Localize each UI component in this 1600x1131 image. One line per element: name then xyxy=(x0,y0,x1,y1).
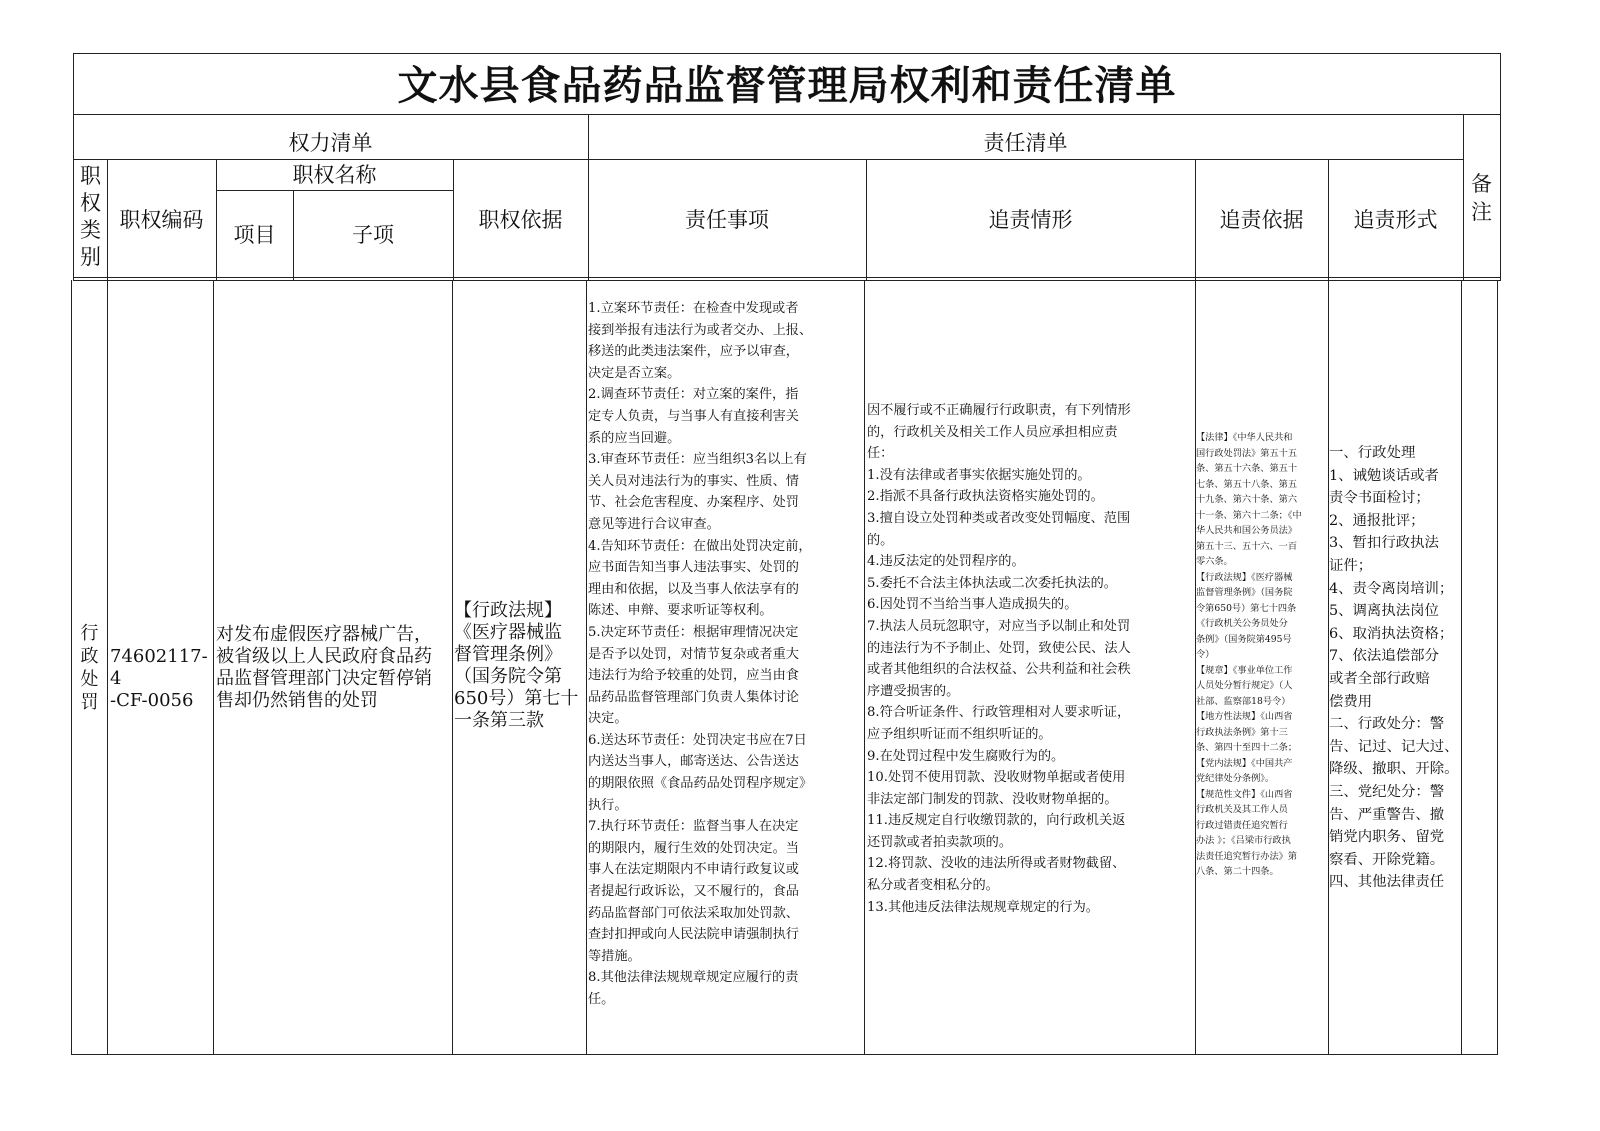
row-accountability-cases: 因不履行或不正确履行行政职责，有下列情形 的，行政机关及相关工作人员应承担相应责 任： 1.没有法律或者事实依据实施处罚的。 2.指派不具备行政执法资格实施处罚的。 3.擅自设立处罚种类或者改变处罚幅度、范围 的。 4.违反法定的处罚程序的。 5.委托不合法主体执法或二次委托执法的。 6.因处罚不当给当事人造成损失的。 7.执法人员玩忽职守，对应当予以制止和处罚 的违法行为不予制止、处罚，致使公民、法人 或者其他组织的合法权益、公共利益和社会秩 序遭受损害的。 8.符合听证条件、行政管理相对人要求听证， 应予组织听证而不组织听证的。 9.在处罚过程中发生腐败行为的。 10.处罚不使用罚款、没收财物单据或者使用 非法定部门制发的罚款、没收财物单据的。 11.违反规定自行收缴罚款的，向行政机关返 还罚款或者拍卖款项的。 12.将罚款、没收的违法所得或者财物截留、 私分或者变相私分的。 13.其他违反法律法规规章规定的行为。 xyxy=(867,403,1131,915)
border-bottom xyxy=(71,1054,1498,1055)
col-line-4b xyxy=(452,280,453,1055)
border-right-body xyxy=(1497,280,1498,1055)
header-bottom-line-b xyxy=(73,280,1501,281)
header-subitem: 子项 xyxy=(352,223,394,247)
row-accountability-basis: 【法律】《中华人民共和 国行政处罚法》第五十五 条、第五十六条、第五十 七条、第五十八条、第五 十九条、第六十条、第六 十一条、第六十二条；《中 华人民共和国公务员法》 第五十三、五十六、一百 零六条。 【行政法规】《医疗器械 监督管理条例》（国务院 令第650号）第七十四条 《行政机关公务员处分 条例》（国务院第495号 令） 【规章】《事业单位工作 人员处分暂行规定》（人 社部、监察部18号令） 【地方性法规】《山西省 行政执法条例》第十三 条、第四十至四十二条； 【党内法规】《中国共产 党纪律处分条例》。 【规范性文件】《山西省 行政机关及其工作人员 行政过错责任追究暂行 办法 》；《吕梁市行政执 法责任追究暂行办法》第 八条、第二十四条。 xyxy=(1196,432,1302,877)
header-basis: 职权依据 xyxy=(478,208,563,232)
header-accountability-basis: 追责依据 xyxy=(1219,208,1304,232)
header-category: 职 权 类 别 xyxy=(80,164,101,269)
page-title: 文水县食品药品监督管理局权利和责任清单 xyxy=(397,62,1177,109)
row-duties: 1.立案环节责任：在检查中发现或者 接到举报有违法行为或者交办、上报、 移送的此类违法案件，应予以审查， 决定是否立案。 2.调查环节责任：对立案的案件，指 定专人负责，与当事人有直接利害关 系的应当回避。 3.审查环节责任：应当组织3名以上有 关人员对违法行为的事实、性质、情 节、社会危害程度、办案程序、处罚 意见等进行合议审查。 4.告知环节责任：在做出处罚决定前， 应书面告知当事人违法事实、处罚的 理由和依据，以及当事人依法享有的 陈述、申辩、要求听证等权利。 5.决定环节责任：根据审理情况决定 是否予以处罚，对情节复杂或者重大 违法行为给予较重的处罚，应当由食 品药品监督管理部门负责人集体讨论 决定。 6.送达环节责任：处罚决定书应在7日 内送达当事人，邮寄送达、公告送达 的期限依照《食品药品处罚程序规定》 执行。 7.执行环节责任：监督当事人在决定 的期限内，履行生效的处罚决定。当 事人在法定期限内不申请行政复议或 者提起行政诉讼，又不履行的，食品 药品监督部门可依法采取加处罚款、 查封扣押或向人民法院申请强制执行 等措施。 8.其他法律法规规章规定应履行的责 任。 xyxy=(588,301,813,1007)
header-accountability-form: 追责形式 xyxy=(1353,208,1438,232)
col-line-1b xyxy=(107,280,108,1055)
row-accountability-form: 一、行政处理 1、诫勉谈话或者 责令书面检讨； 2、通报批评； 3、暂扣行政执法 证件； 4、责令离岗培训； 5、调离执法岗位 6、取消执法资格； 7、依法追偿部分 或者全部行政赔 偿费用 二、行政处分：警 告、记过、记大过、 降级、撤职、开除。 三、党纪处分：警 告、严重警告、撤 销党内职务、留党 察看、开除党籍。 四、其他法律责任 xyxy=(1329,445,1459,891)
header-accountability-cases: 追责情形 xyxy=(988,208,1073,232)
row-subitem: 对发布虚假医疗器械广告， 被省级以上人民政府食品药 品监督管理部门决定暂停销 售却仍然销售的处罚 xyxy=(216,624,432,711)
border-top xyxy=(73,53,1501,54)
title-bottom-line xyxy=(73,114,1501,115)
col-line-5b xyxy=(586,280,587,1055)
header-name: 职权名称 xyxy=(292,163,377,187)
header-item: 项目 xyxy=(233,223,276,247)
row-code: 74602117-4 -CF-0056 xyxy=(110,646,208,711)
row-category: 行 政 处 罚 xyxy=(80,623,99,713)
header-remarks: 备 注 xyxy=(1471,172,1492,224)
header-bottom-line-a xyxy=(73,277,1501,278)
header-code: 职权编码 xyxy=(119,208,204,232)
col-line-6b xyxy=(864,280,865,1055)
col-line-2b xyxy=(213,280,214,1055)
header-power-list: 权力清单 xyxy=(288,131,373,155)
row-basis: 【行政法规】 《医疗器械监 督管理条例》 （国务院令第 650号）第七十 一条第三款 xyxy=(454,600,579,731)
header-duties: 责任事项 xyxy=(685,208,769,232)
col-line-9b xyxy=(1461,280,1462,1055)
name-header-line xyxy=(216,190,453,191)
header-responsibility-list: 责任清单 xyxy=(983,131,1068,155)
